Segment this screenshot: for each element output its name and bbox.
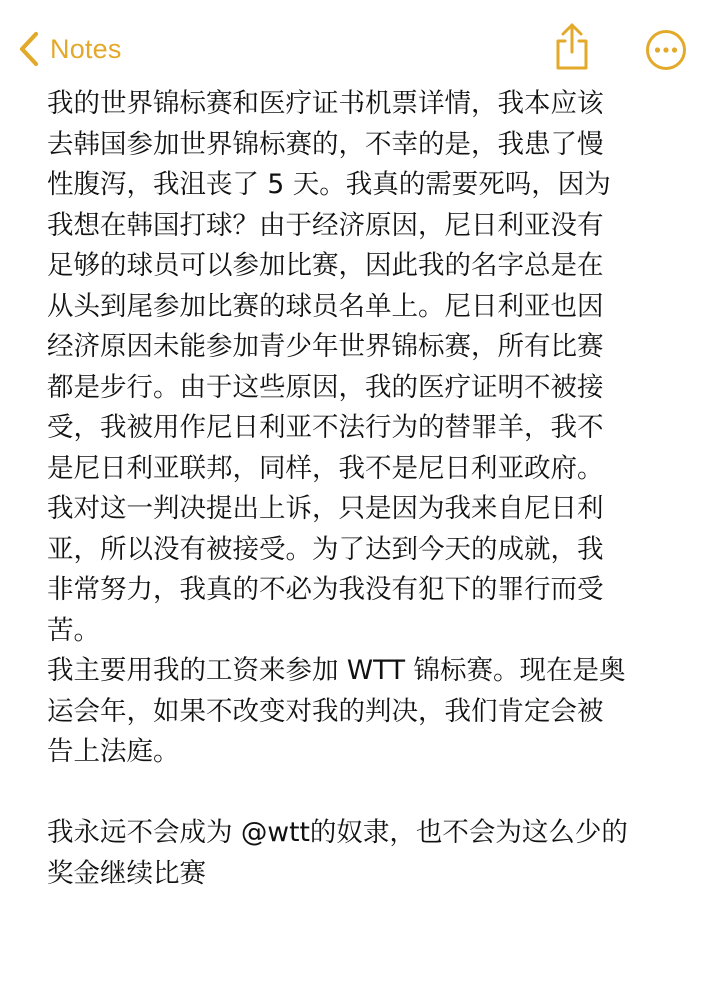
blank-line: [47, 773, 687, 814]
share-icon[interactable]: [552, 22, 592, 72]
note-line: 奖金继续比赛: [47, 857, 206, 889]
note-line: 去韩国参加世界锦标赛的，不幸的是，我患了慢: [47, 128, 604, 160]
note-line: 性腹泻，我沮丧了 5 天。我真的需要死吗，因为: [47, 169, 611, 200]
navigation-bar: [0, 0, 720, 96]
note-line: 苦。: [47, 614, 100, 646]
note-body-text[interactable]: [47, 84, 687, 894]
more-options-icon[interactable]: [645, 29, 687, 71]
note-line: 都是步行。由于这些原因，我的医疗证明不被接: [47, 371, 604, 403]
note-line: 我的世界锦标赛和医疗证书机票详情，我本应该: [47, 88, 604, 119]
note-line: 我对这一判决提出上诉，只是因为我来自尼日利: [47, 493, 604, 524]
note-line: 是尼日利亚联邦，同样，我不是尼日利亚政府。: [47, 452, 604, 484]
note-line: 我想在韩国打球？由于经济原因，尼日利亚没有: [47, 209, 604, 241]
note-line: 足够的球员可以参加比赛，因此我的名字总是在: [47, 250, 604, 281]
note-line: 运会年，如果不改变对我的判决，我们肯定会被: [47, 695, 604, 727]
note-line: 非常努力，我真的不必为我没有犯下的罪行而受: [47, 574, 604, 605]
note-line: 受，我被用作尼日利亚不法行为的替罪羊，我不: [47, 412, 604, 443]
note-line: 从头到尾参加比赛的球员名单上。尼日利亚也因: [47, 290, 604, 322]
note-line: 亚，所以没有被接受。为了达到今天的成就，我: [47, 533, 604, 565]
chevron-left-icon: [16, 27, 42, 71]
note-line: 经济原因未能参加青少年世界锦标赛，所有比赛: [47, 331, 604, 362]
note-line: 我永远不会成为 @wtt的奴隶，也不会为这么少的: [47, 817, 628, 848]
note-line: 我主要用我的工资来参加 WTT 锦标赛。现在是奥: [47, 655, 626, 686]
back-to-notes-button[interactable]: [16, 26, 122, 72]
note-line: 告上法庭。: [47, 736, 180, 767]
back-label: Notes: [50, 33, 122, 64]
